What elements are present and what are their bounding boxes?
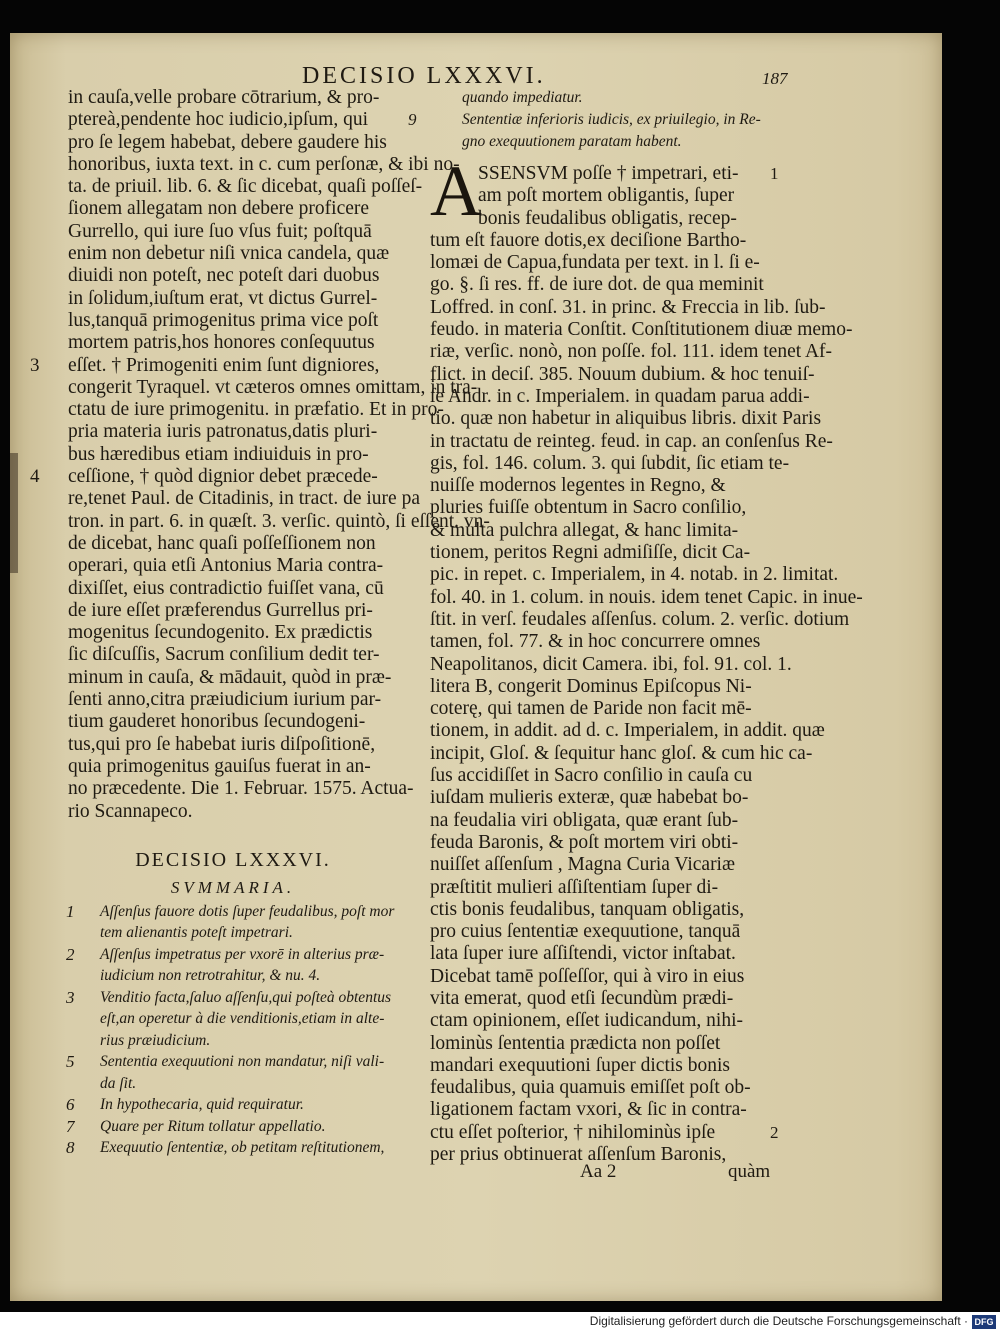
text-line: SSENSVM poſſe † impetrari, eti- 1	[478, 163, 779, 184]
summaria-list	[68, 901, 418, 1159]
summaria-item	[68, 1137, 418, 1159]
summaria-number: 3	[66, 987, 75, 1007]
text-line: re,tenet Paul. de Citadinis, in tract. de iure pa	[68, 488, 420, 510]
text-line: pria materia iuris patronatus,datis pluri-	[68, 421, 378, 443]
text-line: mandari exequutioni ſuper dictis bonis	[430, 1054, 731, 1076]
text-line: de dicebat, hanc quaſi poſſeſſionem non	[68, 532, 376, 554]
summaria-text: tem alienantis poteſt impetrari.	[100, 924, 293, 942]
summaria-item	[68, 944, 418, 987]
summaria-number: 7	[66, 1116, 75, 1136]
summaria-item	[430, 131, 785, 153]
summaria-number: 1	[66, 901, 75, 921]
dfg-logo: DFG	[972, 1315, 996, 1329]
text-line: operari, quia etſi Antonius Maria contra-	[68, 555, 384, 577]
text-line: lus,tanquā primogenitus prima vice poſt	[68, 309, 379, 331]
binding-shadow	[10, 453, 18, 573]
text-line: ctu eſſet poſterior, † nihilominùs ipſe 2	[430, 1121, 779, 1143]
text-line: ligationem factam vxori, & ſic in contra-	[430, 1099, 747, 1121]
summaria-text: rius præiudicium.	[100, 1031, 211, 1049]
text-line: lata ſuper iure aſſiſtendi, victor inſtabat.	[430, 943, 736, 965]
text-line: in ſolidum,iuſtum erat, vt dictus Gurrel-	[68, 287, 378, 309]
summaria-number: 5	[66, 1052, 75, 1072]
text-line: eſſet. † Primogeniti enim ſunt digniores, 3	[30, 354, 380, 376]
text-line: ſe Andr. in c. Imperialem. in quadam parua addi-	[430, 385, 810, 407]
text-line: per prius obtinuerat aſſenſum Baronis,	[430, 1144, 727, 1166]
text-line: tus,qui pro ſe habebat iuris diſpoſitionē,	[68, 733, 376, 755]
text-line: feudalibus, quia quamuis emiſſet poſt ob-	[430, 1077, 751, 1099]
left-column	[30, 87, 490, 1159]
summaria-text: Aſſenſus impetratus per vxorē in alterius præ-	[100, 945, 385, 963]
text-line: Dicebat tamē poſſeſſor, qui à viro in eius	[430, 965, 745, 987]
text-line: ſenti anno,citra præiudicium iurium par-	[68, 689, 382, 711]
margin-number: 4	[30, 466, 40, 488]
summaria-number: 2	[66, 944, 75, 964]
text-line: feudo. in materia Conſtit. Conſtitutionem diuæ memo-	[430, 319, 853, 341]
text-line: am poſt mortem obligantis, ſuper	[478, 185, 735, 207]
text-line: nuiſſet aſſenſum , Magna Curia Vicariæ	[430, 854, 735, 876]
text-line: ſic diſcuſſis, Sacrum conſilium dedit ter-	[68, 644, 380, 666]
book-page	[10, 33, 942, 1301]
summaria-text: eſt,an operetur à die venditionis,etiam in alte-	[100, 1010, 385, 1028]
text-line: ſionem allegatam non debere proficere	[68, 198, 370, 220]
summaria-item	[68, 901, 418, 944]
summaria-heading: SVMMARIA.	[170, 877, 296, 897]
margin-number: 2	[770, 1122, 779, 1142]
summaria-text: Sententia exequutioni non mandatur, niſi vali-	[100, 1053, 385, 1071]
summaria-item	[68, 1094, 418, 1116]
summaria-item	[68, 1116, 418, 1138]
footer-credit: Digitalisierung gefördert durch die Deutsche Forschungsgemeinschaft ·	[589, 1314, 968, 1328]
summaria-text: Venditio facta,ſaluo aſſenſu,qui poſteà obtentus	[100, 988, 392, 1006]
text-line: na feudalia viri obligata, quæ erant ſub-	[430, 809, 739, 831]
left-text-block	[30, 87, 490, 823]
summaria-text: da ſit.	[100, 1074, 137, 1092]
text-line: ctis bonis feudalibus, tanquam obligatis,	[430, 898, 745, 920]
text-line: minum in cauſa, & mādauit, quòd in præ-	[68, 666, 392, 688]
text-line: pro ſe legem habebat, debere gaudere his	[68, 131, 387, 153]
text-line: tron. in part. 6. in quæſt. 3. verſic. quintò, ſi eſſent. vn-	[68, 510, 490, 532]
text-line: in cauſa,velle probare cōtrarium, & pro-	[68, 87, 380, 108]
text-line: vita emerat, quod etſi ſecundùm prædi-	[430, 987, 734, 1009]
text-line: iuſdam mulieris exteræ, quæ habebat bo-	[430, 787, 749, 809]
text-line: ptereà,pendente hoc iudicio,ipſum, qui	[68, 109, 368, 131]
text-line: incipit, Gloſ. & ſequitur hanc gloſ. & cum hic ca-	[430, 742, 813, 764]
signature-mark: Aa 2	[580, 1161, 617, 1182]
summaria-number: 6	[66, 1095, 75, 1115]
summaria-text: quando impediatur.	[462, 89, 583, 106]
text-line: mogenitus ſecundogenito. Ex prædictis	[68, 622, 373, 644]
page-number: 187	[762, 69, 788, 88]
text-line: quia primogenitus gauiſus fuerat in an-	[68, 755, 371, 777]
text-line: go. §. ſi res. ff. de iure dot. de qua meminit	[430, 274, 764, 296]
text-line: ſus accidiſſet in Sacro conſilio in cauſa cu	[430, 765, 753, 787]
margin-number: 1	[770, 164, 779, 183]
text-line: congerit Tyraquel. vt cæteros omnes omittam, in tra-	[68, 376, 478, 398]
text-line: ta. de priuil. lib. 6. & ſic dicebat, quaſi poſſeſ-	[68, 176, 423, 198]
text-line: ſtit. in verſ. feudales aſſenſus. colum. 2. verſic. dotium	[430, 608, 850, 630]
text-line: ctam opinionem, eſſet iudicandum, nihi-	[430, 1010, 744, 1032]
text-line: Gurrello, qui iure ſuo vſus fuit; poſtquā	[68, 220, 372, 242]
summaria-text: In hypothecaria, quid requiratur.	[100, 1096, 304, 1114]
text-line: tionem, peritos Regni admiſiſſe, dicit Ca-	[430, 542, 751, 564]
summaria-text: Sententiæ inferioris iudicis, ex priuilegio, in Re-	[462, 111, 761, 128]
text-line: no præcedente. Die 1. Februar. 1575. Actua-	[68, 778, 414, 800]
text-line: litera B, congerit Dominus Epiſcopus Ni-	[430, 675, 752, 697]
text-line: in tractatu de reinteg. feud. in cap. an conſenſus Re-	[430, 430, 833, 452]
text-line: enim non debetur niſi vnica candela, quæ	[68, 243, 390, 265]
text-line: Loffred. in conſ. 31. in princ. & Freccia in lib. ſub-	[430, 296, 826, 318]
text-line: lominùs ſententia prædicta non poſſet	[430, 1032, 721, 1054]
summaria-text: iudicium non retrotrahitur, & nu. 4.	[100, 967, 321, 985]
text-line: tium gauderet honoribus ſecundogeni-	[68, 711, 366, 733]
summaria-number: 8	[66, 1138, 75, 1158]
summaria-item	[408, 109, 785, 131]
text-line: flict. in deciſ. 385. Nouum dubium. & hoc tenuiſ-	[430, 363, 815, 385]
text-line: ctatu de iure primogenitu. in præfatio. Et in pro-	[68, 399, 444, 421]
text-line: præſtitit mulieri aſſiſtentiam ſuper di-	[430, 876, 719, 898]
text-line: bus hæredibus etiam indiuiduis in pro-	[68, 443, 369, 465]
text-line: honoribus, iuxta text. in c. cum perſonæ, & ibi no-	[68, 153, 460, 175]
text-line: diuidi non poteſt, nec poteſt dari duobus	[68, 265, 380, 287]
text-line: Neapolitanos, dicit Camera. ibi, fol. 91. col. 1.	[430, 653, 792, 675]
text-line: fol. 40. in 1. colum. in nouis. idem tenet Capic. in inue-	[430, 586, 863, 608]
summaria-text: Quare per Ritum tollatur appellatio.	[100, 1117, 326, 1135]
text-line: pic. in repet. c. Imperialem, in 4. notab. in 2. limitat.	[430, 564, 839, 586]
drop-cap: A	[430, 151, 482, 231]
text-line: de iure eſſet præferendus Gurrellus pri-	[68, 599, 373, 621]
running-title: DECISIO LXXXVI.	[302, 63, 546, 89]
text-line: nuiſſe modernos legentes in Regno, &	[430, 475, 726, 497]
summaria-item	[68, 1051, 418, 1094]
text-line: pluries fuiſſe obtentum in Sacro conſilio,	[430, 497, 747, 519]
summaria-text: gno exequutionem paratam habent.	[462, 133, 682, 150]
text-line: tio. quæ non habetur in aliquibus libris. dixit Paris	[430, 408, 822, 430]
summaria-number: 9	[408, 110, 417, 129]
right-column	[408, 87, 863, 1166]
text-line: tamen, fol. 77. & in hoc concurrere omnes	[430, 631, 761, 653]
summaria-text: Aſſenſus fauore dotis ſuper feudalibus, poſt mor	[100, 902, 395, 920]
text-line: dixiſſet, eius contradictio fuiſſet vana, cū	[68, 577, 384, 599]
text-line: ceſſione, † quòd dignior debet præcede- 4	[30, 466, 378, 488]
text-line: lomæi de Capua,fundata per text. in l. ſi e-	[430, 252, 760, 274]
text-line: mortem patris,hos honores conſequutus	[68, 332, 375, 354]
summaria-text: Exequutio ſententiæ, ob petitam reſtitutionem,	[100, 1139, 385, 1157]
text-line: pro cuius ſententiæ exequutione, tanquā	[430, 921, 741, 943]
summaria-continuation	[408, 87, 785, 153]
text-line: feuda Baronis, & poſt mortem viri obti-	[430, 831, 739, 853]
text-line: & multa pulchra allegat, & hanc limita-	[430, 519, 739, 541]
summaria-item	[430, 87, 785, 109]
catchword: quàm	[728, 1161, 771, 1182]
text-line: gis, fol. 146. colum. 3. qui ſubdit, ſic etiam te-	[430, 452, 790, 474]
text-line: coterę, qui tamen de Paride non facit mē-	[430, 698, 752, 720]
digitization-footer	[0, 1312, 1000, 1332]
summaria-item	[68, 987, 418, 1052]
decisio-heading: DECISIO LXXXVI.	[135, 848, 331, 871]
main-text-block	[430, 151, 863, 1166]
margin-number: 3	[30, 354, 40, 376]
text-line: rio Scannapeco.	[68, 800, 193, 822]
text-line: bonis feudalibus obligatis, recep-	[478, 207, 737, 229]
text-line: riæ, verſic. nonò, non poſſe. fol. 111. idem tenet Af-	[430, 341, 833, 363]
text-line: tum eſt fauore dotis,ex deciſione Bartho-	[430, 229, 747, 251]
text-line: tionem, in addit. ad d. c. Imperialem, in addit. quæ	[430, 720, 825, 742]
